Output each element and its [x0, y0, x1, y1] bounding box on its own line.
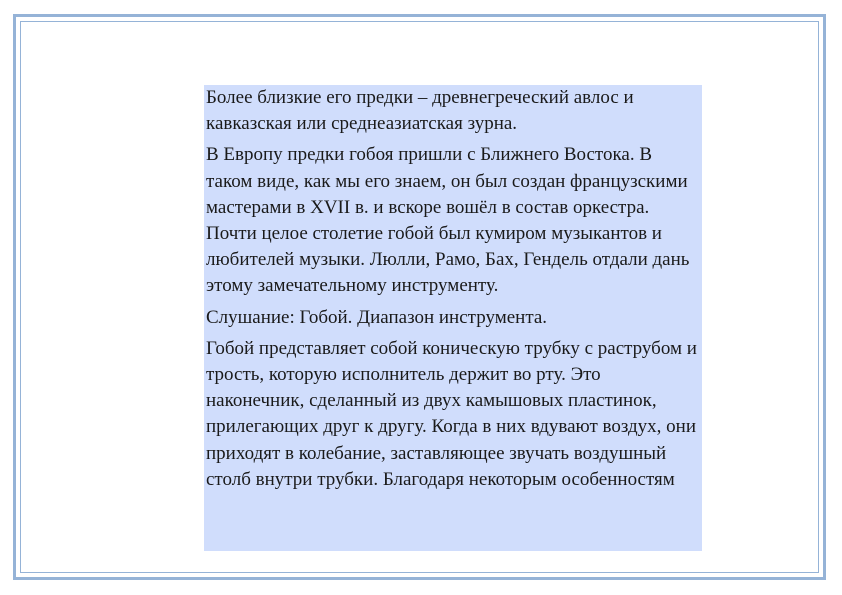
paragraph-listening: Слушание: Гобой. Диапазон инструмента.	[206, 306, 548, 328]
paragraph-construction: Гобой представляет собой коническую трубку с раструбом и трость, которую исполнитель держит во рту. Это наконечник, сделанный из двух камышовых пластинок, прилегающих друг к другу. Когда в них вдувают воздух, они приходят в колебание, заставляющее звучать воздушный столб внутри трубки. Благодаря некоторым особенностям	[206, 337, 697, 490]
paragraph-ancestors: Более близкие его предки – древнегреческий авлос и кавказская или среднеазиатская зурна.	[206, 87, 634, 135]
paragraph-history: В Европу предки гобоя пришли с Ближнего Востока. В таком виде, как мы его знаем, он был создан французскими мастерами в XVII в. и вскоре вошёл в состав оркестра. Почти целое столетие гобой был кумиром музыкантов и любителей музыки. Люлли, Рамо, Бах, Гендель отдали дань этому замечательному инструменту.	[206, 144, 690, 297]
text-box	[204, 85, 702, 551]
